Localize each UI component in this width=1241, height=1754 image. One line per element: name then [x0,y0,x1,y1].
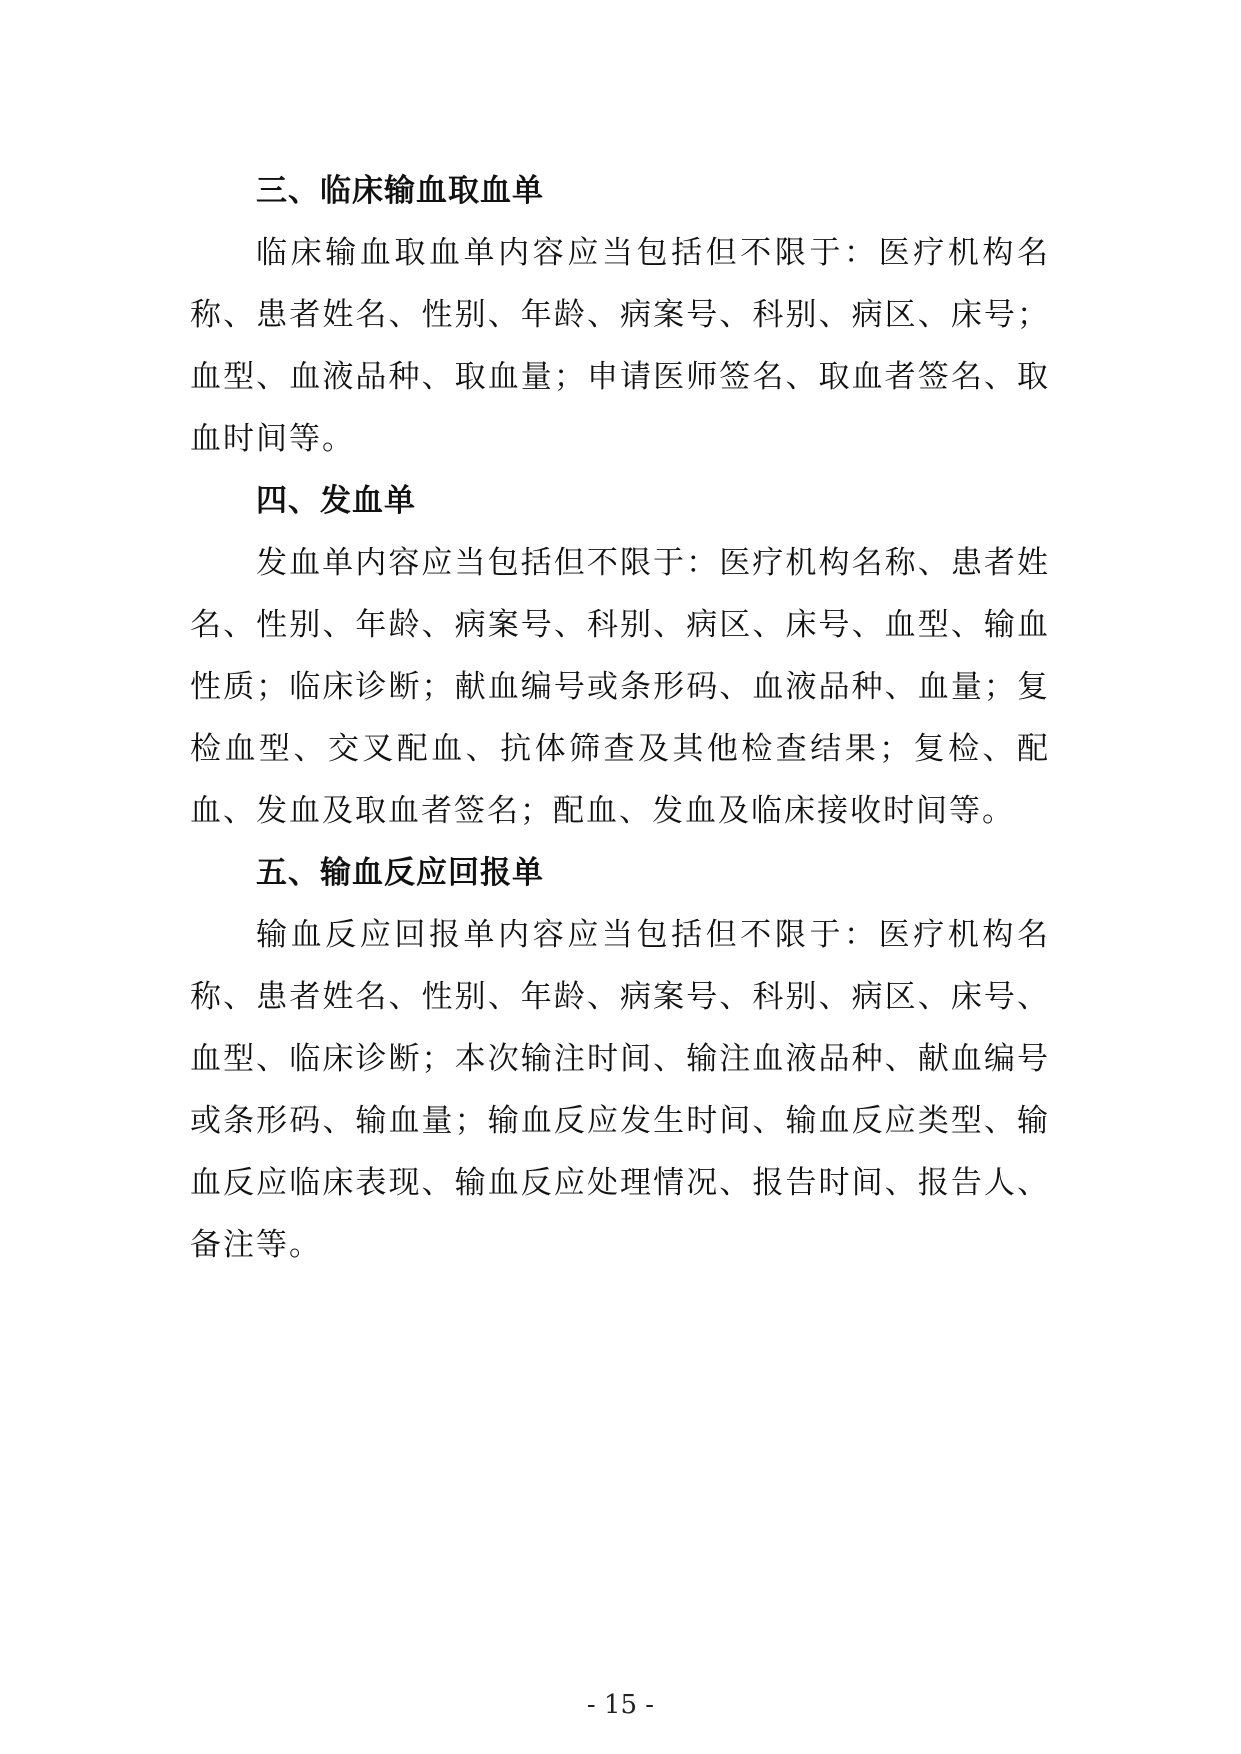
page-number: - 15 - [586,1690,655,1720]
section-body-transfusion-reaction-report: 输血反应回报单内容应当包括但不限于：医疗机构名称、患者姓名、性别、年龄、病案号、科别、病区、床号、血型、临床诊断；本次输注时间、输注血液品种、献血编号或条形码、输血量；输血反应发生时间、输血反应类型、输血反应临床表现、输血反应处理情况、报告时间、报告人、备注等。 [190,917,1050,1263]
section-body-blood-collection-form: 临床输血取血单内容应当包括但不限于：医疗机构名称、患者姓名、性别、年龄、病案号、科别、病区、床号；血型、血液品种、取血量；申请医师签名、取血者签名、取血时间等。 [190,235,1050,457]
section-body-blood-issue-form: 发血单内容应当包括但不限于：医疗机构名称、患者姓名、性别、年龄、病案号、科别、病区、床号、血型、输血性质；临床诊断；献血编号或条形码、血液品种、血量；复检血型、交叉配血、抗体筛查及其他检查结果；复检、配血、发血及取血者签名；配血、发血及临床接收时间等。 [190,545,1050,829]
section-heading-blood-issue-form: 四、发血单 [256,483,416,519]
document-content [190,160,1050,1276]
section-heading-blood-collection-form: 三、临床输血取血单 [256,173,544,209]
section-heading-transfusion-reaction-report: 五、输血反应回报单 [256,855,544,891]
